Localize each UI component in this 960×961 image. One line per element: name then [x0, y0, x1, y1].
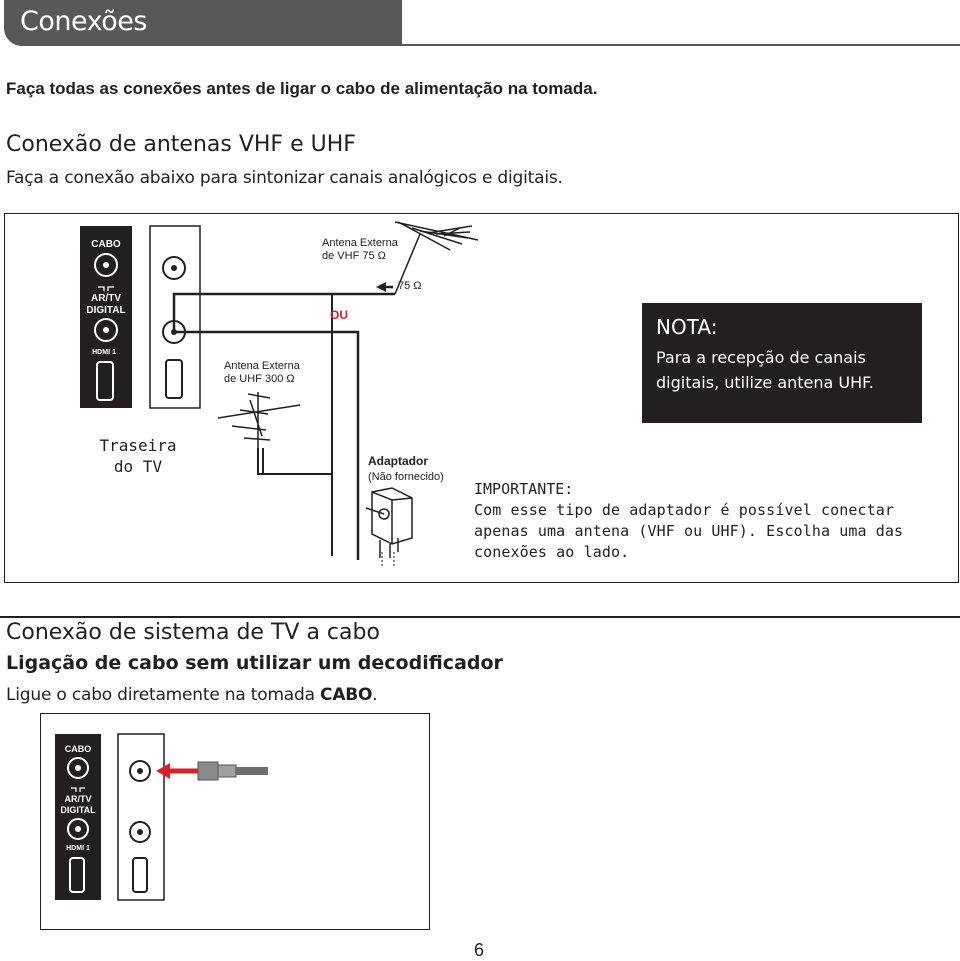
vhf-label-1: Antena Externa	[322, 237, 398, 249]
hdmi-label-2: HDMI 1	[66, 845, 90, 852]
section2-subtitle: Ligação de cabo sem utilizar um decodificador	[6, 652, 503, 674]
nota-title: NOTA:	[656, 315, 718, 339]
artv-label: AR/TV	[91, 293, 121, 304]
vhf-label-2: de VHF 75 Ω	[322, 250, 386, 262]
tv-rear-line1: Traseira	[99, 436, 177, 455]
hdmi-label: HDMI 1	[92, 349, 116, 356]
section2-description-text: Ligue o cabo diretamente na tomada	[6, 685, 321, 705]
adapter-subtitle: (Não fornecido)	[368, 471, 444, 483]
digital-label: DIGITAL	[86, 305, 126, 316]
tv-panel-white-2	[118, 734, 164, 900]
intro-text: Faça todas as conexões antes de ligar o cabo de alimentação na tomada.	[6, 79, 598, 98]
impedance-label: 75 Ω	[398, 280, 422, 292]
adapter-title: Adaptador	[368, 454, 428, 468]
section2-title: Conexão de sistema de TV a cabo	[6, 620, 380, 645]
uhf-label-2: de UHF 300 Ω	[224, 373, 295, 385]
uhf-label-1: Antena Externa	[224, 360, 300, 372]
tv-rear-line2: do TV	[113, 457, 163, 476]
nota-text: Para a recepção de canais digitais, utilize antena UHF.	[656, 348, 874, 392]
section1-title: Conexão de antenas VHF e UHF	[6, 132, 356, 157]
page-title: Conexões	[20, 6, 147, 37]
cabo-label: CABO	[91, 239, 121, 250]
page-number: 6	[474, 940, 485, 960]
digital-label-2: DIGITAL	[60, 805, 96, 815]
cable-connector-icon	[198, 762, 268, 780]
section1-description: Faça a conexão abaixo para sintonizar canais analógicos e digitais.	[6, 168, 563, 188]
ou-label: OU	[330, 308, 348, 322]
section2-description-suffix: .	[372, 685, 378, 705]
importante-text: Com esse tipo de adaptador é possível conectar apenas uma antena (VHF ou UHF). Escolha uma das conexões ao lado.	[474, 501, 904, 561]
cabo-label-2: CABO	[64, 744, 92, 754]
artv-label-2: AR/TV	[64, 794, 92, 804]
section2-description-bold: CABO	[320, 685, 373, 705]
importante-title: IMPORTANTE:	[474, 480, 574, 498]
